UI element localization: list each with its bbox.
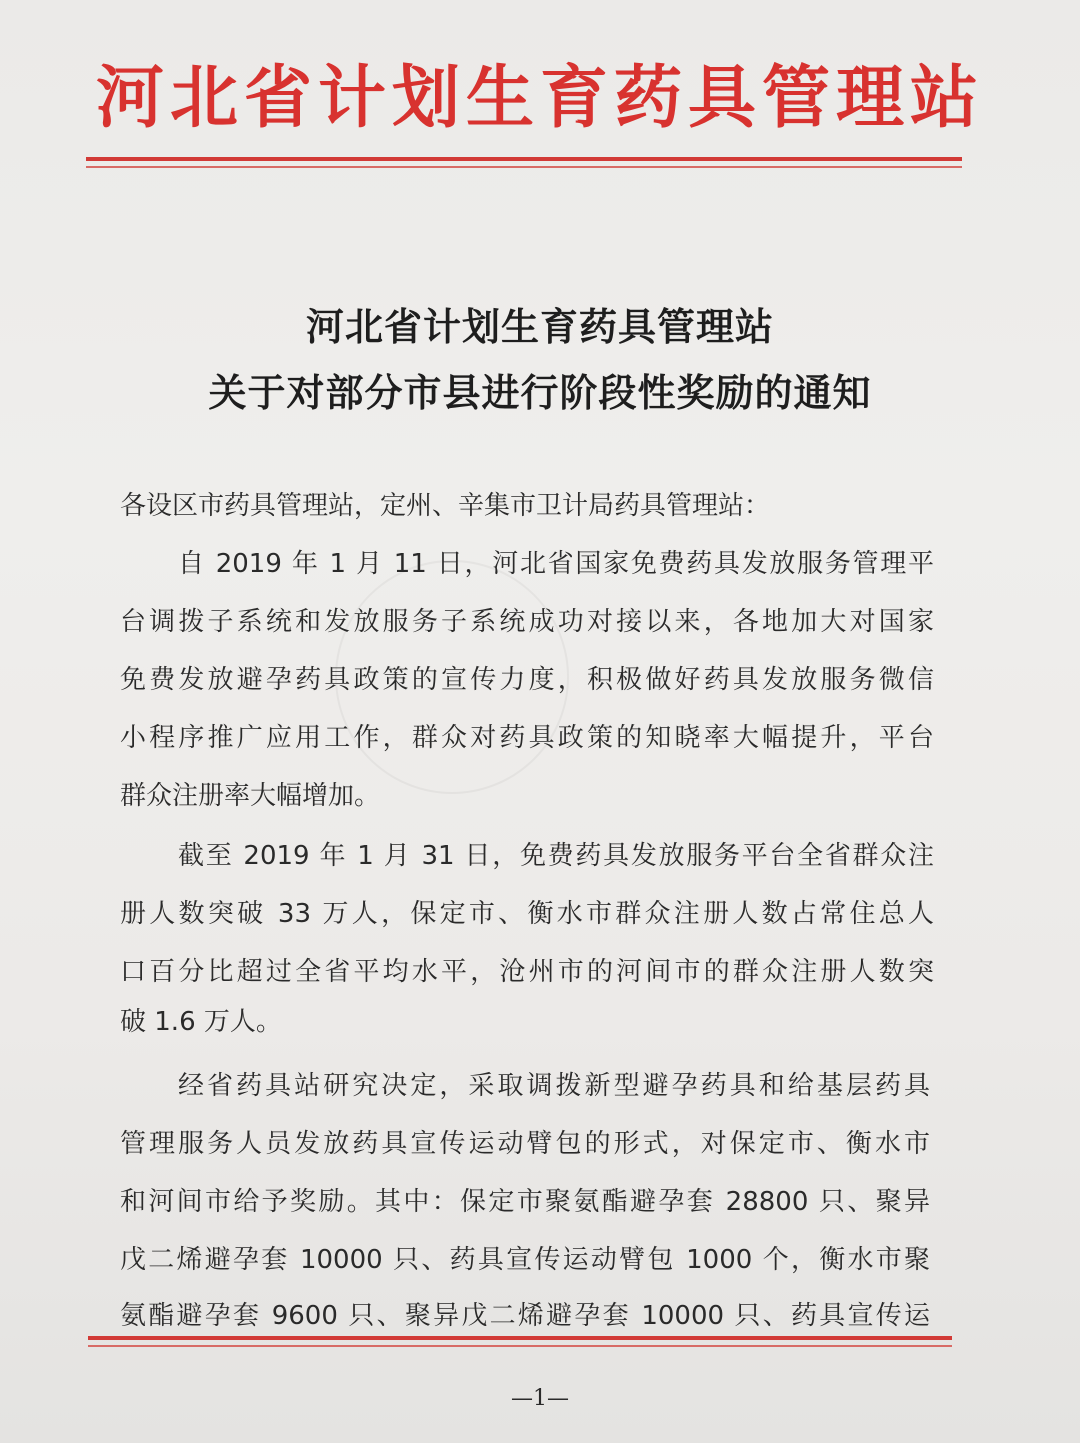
- body-line: 破 1.6 万人。: [120, 1007, 282, 1037]
- salutation: 各设区市药具管理站，定州、辛集市卫计局药具管理站：: [120, 491, 771, 521]
- footer-rule-thin: [88, 1345, 952, 1347]
- body-line: 口百分比超过全省平均水平，沧州市的河间市的群众注册人数突: [120, 957, 934, 987]
- body-line: 台调拨子系统和发放服务子系统成功对接以来，各地加大对国家: [120, 607, 934, 637]
- body-line: 和河间市给予奖励。其中：保定市聚氨酯避孕套 28800 只、聚异: [120, 1187, 930, 1217]
- body-line: 免费发放避孕药具政策的宣传力度，积极做好药具发放服务微信: [120, 665, 934, 695]
- masthead-org-name: 河北省计划生育药具管理站: [95, 58, 984, 138]
- body-line: 管理服务人员发放药具宣传运动臂包的形式，对保定市、衡水市: [120, 1129, 930, 1159]
- masthead-rule-thick: [86, 157, 962, 161]
- body-line: 小程序推广应用工作，群众对药具政策的知晓率大幅提升，平台: [120, 723, 934, 753]
- body-line: 群众注册率大幅增加。: [120, 781, 381, 811]
- document-title-line1: 河北省计划生育药具管理站: [305, 305, 774, 349]
- page-number: —1—: [511, 1386, 569, 1411]
- body-line: 戊二烯避孕套 10000 只、药具宣传运动臂包 1000 个，衡水市聚: [120, 1245, 930, 1275]
- document-title-line2: 关于对部分市县进行阶段性奖励的通知: [208, 371, 872, 415]
- body-line: 截至 2019 年 1 月 31 日，免费药具发放服务平台全省群众注: [178, 841, 934, 871]
- body-line: 氨酯避孕套 9600 只、聚异戊二烯避孕套 10000 只、药具宣传运: [120, 1301, 930, 1331]
- body-line: 经省药具站研究决定，采取调拨新型避孕药具和给基层药具: [178, 1071, 930, 1101]
- body-line: 自 2019 年 1 月 11 日，河北省国家免费药具发放服务管理平: [178, 549, 934, 579]
- footer-rule-thick: [88, 1336, 952, 1340]
- body-line: 册人数突破 33 万人，保定市、衡水市群众注册人数占常住总人: [120, 899, 934, 929]
- masthead-rule-thin: [86, 166, 962, 168]
